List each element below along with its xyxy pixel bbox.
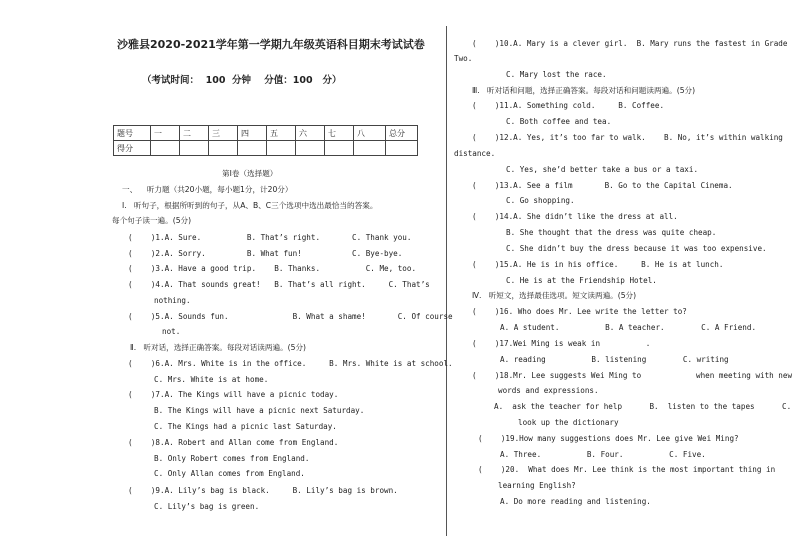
question-9-option-c: C. Lily’s bag is green. (154, 502, 260, 511)
question-10-cont: Two. (454, 54, 473, 63)
question-13: ( )13.A. See a film B. Go to the Capital Cinema. (472, 181, 733, 190)
score-input-cell (151, 141, 180, 156)
question-12: ( )12.A. Yes, it’s too far to walk. B. No, it’s within walking (472, 133, 783, 142)
score-cell: 总分 (386, 126, 418, 141)
question-4-cont: nothing. (154, 296, 191, 305)
question-15: ( )15.A. He is in his office. B. He is at lunch. (472, 260, 724, 269)
section-heading: Ⅲ. 听对话和问题，选择正确答案。每段对话和问题读两遍。(5分) (472, 86, 696, 95)
question-7-option-c: C. The Kings had a picnic last Saturday. (154, 422, 337, 431)
question-18-option-c: look up the dictionary (518, 418, 619, 427)
score-table-score-row (114, 141, 418, 156)
score-cell: 题号 (114, 126, 151, 141)
question-17-options: A. reading B. listening C. writing (500, 355, 729, 364)
question-3: ( )3.A. Have a good trip. B. Thanks. C. Me, too. (128, 264, 417, 273)
question-18-options: A. ask the teacher for help B. listen to the tapes C. (494, 402, 792, 411)
question-20: ( )20. What does Mr. Lee think is the most important thing in (478, 465, 776, 474)
question-8-option-b: B. Only Robert comes from England. (154, 454, 310, 463)
question-14-option-c: C. She didn’t buy the dress because it was too expensive. (506, 244, 767, 253)
score-input-cell (354, 141, 386, 156)
score-table-header-row (114, 126, 418, 141)
score-input-cell (238, 141, 267, 156)
column-divider (446, 26, 447, 536)
score-input-cell (267, 141, 296, 156)
question-8: ( )8.A. Robert and Allan come from England. (128, 438, 339, 447)
exam-subtitle: （考试时间： 100 分钟 分值：100 分） (142, 75, 342, 86)
score-table (113, 125, 418, 156)
question-16-options: A. A student. B. A teacher. C. A Friend. (500, 323, 757, 332)
score-cell: 八 (354, 126, 386, 141)
score-input-cell (386, 141, 418, 156)
question-20-option-a: A. Do more reading and listening. (500, 497, 651, 506)
question-11-option-c: C. Both coffee and tea. (506, 117, 612, 126)
section-heading: Ⅳ. 听短文，选择最佳选项。短文读两遍。(5分) (472, 291, 637, 300)
score-cell: 七 (325, 126, 354, 141)
question-13-option-c: C. Go shopping. (506, 196, 575, 205)
question-16: ( )16. Who does Mr. Lee write the letter to? (472, 307, 687, 316)
score-input-cell (325, 141, 354, 156)
question-11: ( )11.A. Something cold. B. Coffee. (472, 101, 665, 110)
score-cell: 一 (151, 126, 180, 141)
question-7: ( )7.A. The Kings will have a picnic today. (128, 390, 339, 399)
question-8-option-c: C. Only Allan comes from England. (154, 469, 305, 478)
score-input-cell (180, 141, 209, 156)
score-cell: 三 (209, 126, 238, 141)
question-12-option-c: C. Yes, she’d better take a bus or a taxi. (506, 165, 699, 174)
score-cell: 五 (267, 126, 296, 141)
question-17: ( )17.Wei Ming is weak in . (472, 339, 651, 348)
question-12-cont: distance. (454, 149, 496, 158)
section-heading: Ⅰ. 听句子，根据所听到的句子，从A、B、C三个选项中选出最恰当的答案。 (122, 201, 378, 210)
question-10: ( )10.A. Mary is a clever girl. B. Mary runs the fastest in Grade (472, 39, 788, 48)
question-9: ( )9.A. Lily’s bag is black. B. Lily’s bag is brown. (128, 486, 398, 495)
volume-heading: 第Ⅰ卷（选择题） (222, 169, 278, 178)
question-2: ( )2.A. Sorry. B. What fun! C. Bye-bye. (128, 249, 403, 258)
question-20-cont: learning English? (498, 481, 576, 490)
section-note: 每个句子读一遍。(5分) (112, 216, 192, 225)
question-14-option-b: B. She thought that the dress was quite cheap. (506, 228, 717, 237)
question-7-option-b: B. The Kings will have a picnic next Saturday. (154, 406, 365, 415)
question-5: ( )5.A. Sounds fun. B. What a shame! C. Of course (128, 312, 453, 321)
question-6: ( )6.A. Mrs. White is in the office. B. Mrs. White is at school. (128, 359, 453, 368)
score-input-cell (209, 141, 238, 156)
question-14: ( )14.A. She didn’t like the dress at all. (472, 212, 678, 221)
score-cell: 二 (180, 126, 209, 141)
score-cell: 六 (296, 126, 325, 141)
question-10-option-c: C. Mary lost the race. (506, 70, 607, 79)
question-18-cont: words and expressions. (498, 386, 599, 395)
score-cell: 得分 (114, 141, 151, 156)
question-4: ( )4.A. That sounds great! B. That’s all right. C. That’s (128, 280, 430, 289)
score-cell: 四 (238, 126, 267, 141)
score-input-cell (296, 141, 325, 156)
question-6-option-c: C. Mrs. White is at home. (154, 375, 269, 384)
question-19: ( )19.How many suggestions does Mr. Lee give Wei Ming? (478, 434, 739, 443)
exam-title: 沙雅县2020-2021学年第一学期九年级英语科目期末考试试卷 (117, 38, 425, 51)
question-5-cont: not. (162, 327, 181, 336)
part-heading: 一、 听力题（共20小题，每小题1分，计20分） (122, 185, 293, 194)
question-19-options: A. Three. B. Four. C. Five. (500, 450, 706, 459)
question-18: ( )18.Mr. Lee suggests Wei Ming to when meeting with new (472, 371, 793, 380)
question-1: ( )1.A. Sure. B. That’s right. C. Thank you. (128, 233, 412, 242)
question-15-option-c: C. He is at the Friendship Hotel. (506, 276, 657, 285)
section-heading: Ⅱ. 听对话，选择正确答案。每段对话读两遍。(5分) (130, 343, 307, 352)
